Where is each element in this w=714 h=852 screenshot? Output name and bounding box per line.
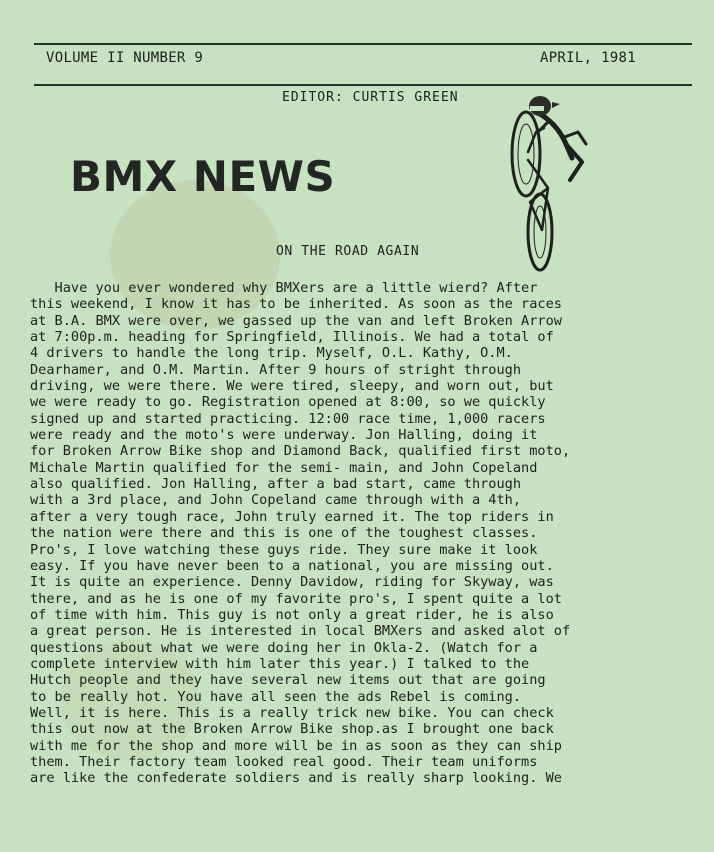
- article-line: we were ready to go. Registration opened at 8:00, so we quickly: [30, 394, 546, 411]
- article-line: are like the confederate soldiers and is really sharp looking. We: [30, 770, 562, 787]
- article-line: a great person. He is interested in local BMXers and asked alot of: [30, 623, 571, 640]
- article-line: Have you ever wondered why BMXers are a little wierd? After: [30, 280, 538, 296]
- article-line: Dearhamer, and O.M. Martin. After 9 hours of stright through: [30, 361, 522, 378]
- article-line: this weekend, I know it has to be inherited. As soon as the races: [30, 296, 562, 313]
- editor-credit: EDITOR: CURTIS GREEN: [282, 90, 459, 105]
- article-line: Well, it is here. This is a really trick new bike. You can check: [30, 704, 554, 721]
- article-line: at 7:00p.m. heading for Springfield, Illinois. We had a total of: [30, 329, 554, 346]
- article-line: there, and as he is one of my favorite pro's, I spent quite a lot: [30, 590, 562, 607]
- article-line: It is quite an experience. Denny Davidow, riding for Skyway, was: [30, 574, 554, 591]
- article-line: Michale Martin qualified for the semi- main, and John Copeland: [30, 459, 538, 476]
- article-line: Hutch people and they have several new items out that are going: [30, 672, 546, 689]
- volume-number: VOLUME II NUMBER 9: [46, 50, 204, 66]
- article-line: with me for the shop and more will be in as soon as they can ship: [30, 737, 562, 754]
- article-line: were ready and the moto's were underway. Jon Halling, doing it: [30, 427, 538, 444]
- article-line: to be really hot. You have all seen the ads Rebel is coming.: [30, 688, 522, 705]
- article-line: questions about what we were doing her in Okla-2. (Watch for a: [30, 639, 538, 656]
- article-line: them. Their factory team looked real good. Their team uniforms: [30, 753, 538, 770]
- article-line: for Broken Arrow Bike shop and Diamond Back, qualified first moto,: [30, 443, 571, 460]
- article-line: of time with him. This guy is not only a great rider, he is also: [30, 606, 554, 623]
- article-line: also qualified. Jon Halling, after a bad start, came through: [30, 476, 522, 493]
- article-line: 4 drivers to handle the long trip. Myself, O.L. Kathy, O.M.: [30, 345, 513, 362]
- article-line: with a 3rd place, and John Copeland came through with a 4th,: [30, 492, 522, 509]
- article-heading: ON THE ROAD AGAIN: [276, 244, 420, 259]
- article-line: driving, we were there. We were tired, sleepy, and worn out, but: [30, 378, 554, 395]
- article-line: Pro's, I love watching these guys ride. They sure make it look: [30, 541, 538, 558]
- article-line: at B.A. BMX were over, we gassed up the van and left Broken Arrow: [30, 312, 562, 329]
- newsletter-title: BMX NEWS: [70, 152, 336, 201]
- article-line: after a very tough race, John truly earned it. The top riders in: [30, 508, 554, 525]
- issue-date: APRIL, 1981: [539, 50, 636, 66]
- article-line: signed up and started practicing. 12:00 race time, 1,000 racers: [30, 410, 546, 427]
- top-rule: [34, 43, 692, 45]
- bmx-rider-icon: [500, 92, 592, 272]
- masthead-rule: [34, 84, 692, 86]
- article-line: this out now at the Broken Arrow Bike shop.as I brought one back: [30, 721, 554, 738]
- article-line: the nation were there and this is one of the toughest classes.: [30, 525, 538, 542]
- article-line: easy. If you have never been to a national, you are missing out.: [30, 557, 554, 574]
- article-line: complete interview with him later this year.) I talked to the: [30, 655, 530, 672]
- article-body: [30, 280, 700, 787]
